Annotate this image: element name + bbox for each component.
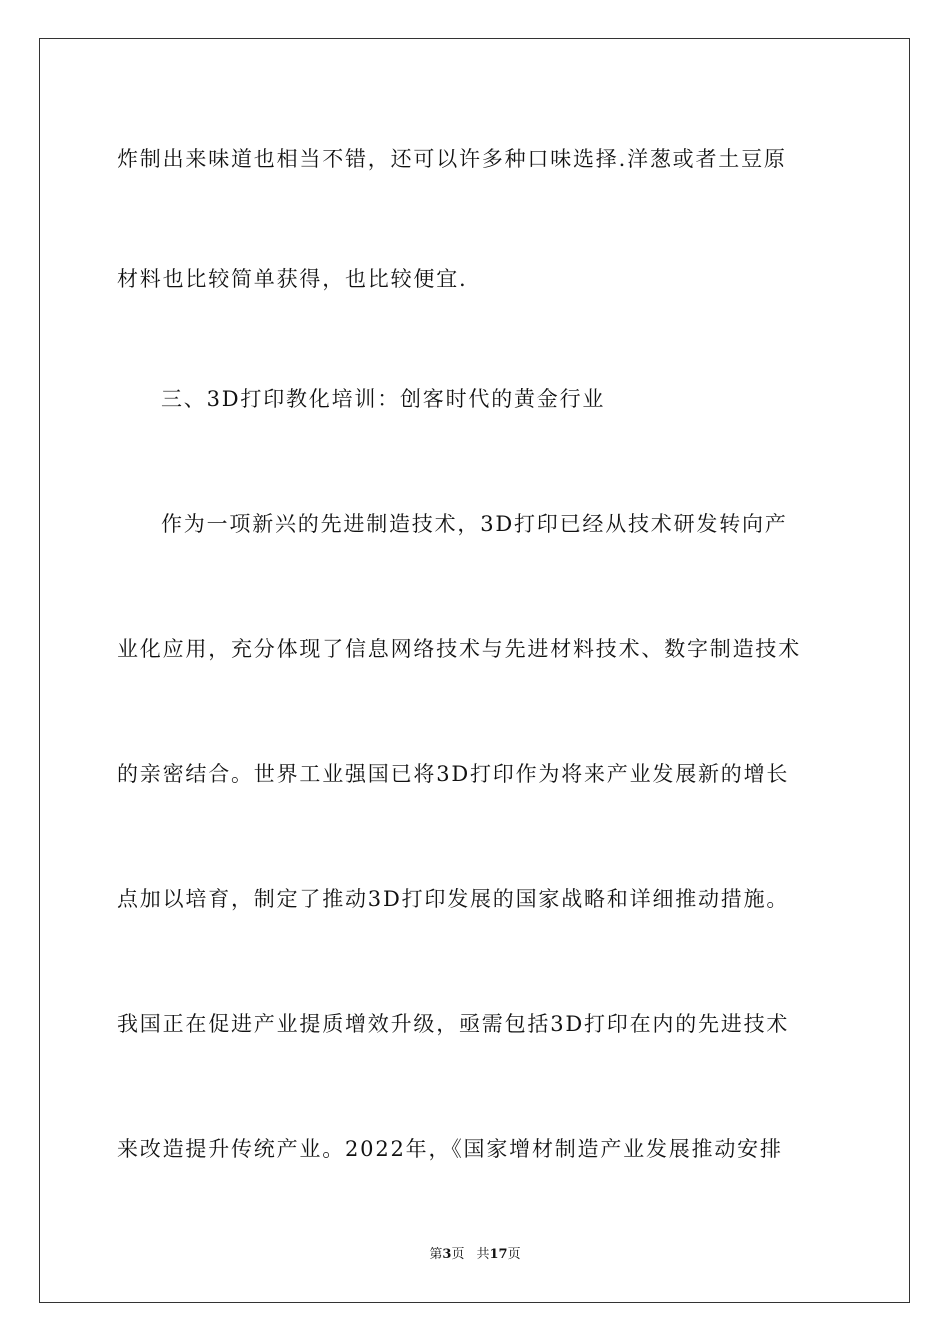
total-pages-number: 17: [489, 1247, 508, 1262]
section-heading: 三、3D打印教化培训：创客时代的黄金行业: [161, 387, 606, 411]
footer-total-prefix: 共: [476, 1247, 490, 1262]
body-line: 业化应用，充分体现了信息网络技术与先进材料技术、数字制造技术: [117, 637, 801, 661]
current-page-number: 3: [442, 1247, 452, 1262]
body-line: 炸制出来味道也相当不错，还可以许多种口味选择.洋葱或者土豆原: [117, 147, 787, 171]
footer-prefix: 第: [429, 1247, 443, 1262]
body-line: 作为一项新兴的先进制造技术，3D打印已经从技术研发转向产: [161, 512, 788, 536]
footer-page-unit: 页: [451, 1247, 465, 1262]
body-line: 我国正在促进产业提质增效升级，亟需包括3D打印在内的先进技术: [117, 1012, 790, 1036]
footer-total-unit: 页: [507, 1247, 521, 1262]
body-line: 点加以培育，制定了推动3D打印发展的国家战略和详细推动措施。: [117, 887, 790, 911]
page-border: [39, 38, 910, 1303]
body-line: 材料也比较简单获得，也比较便宜.: [117, 267, 468, 291]
body-line: 来改造提升传统产业。2022年，《国家增材制造产业发展推动安排: [117, 1137, 783, 1161]
page-footer: [0, 1246, 950, 1264]
body-line: 的亲密结合。世界工业强国已将3D打印作为将来产业发展新的增长: [117, 762, 790, 786]
